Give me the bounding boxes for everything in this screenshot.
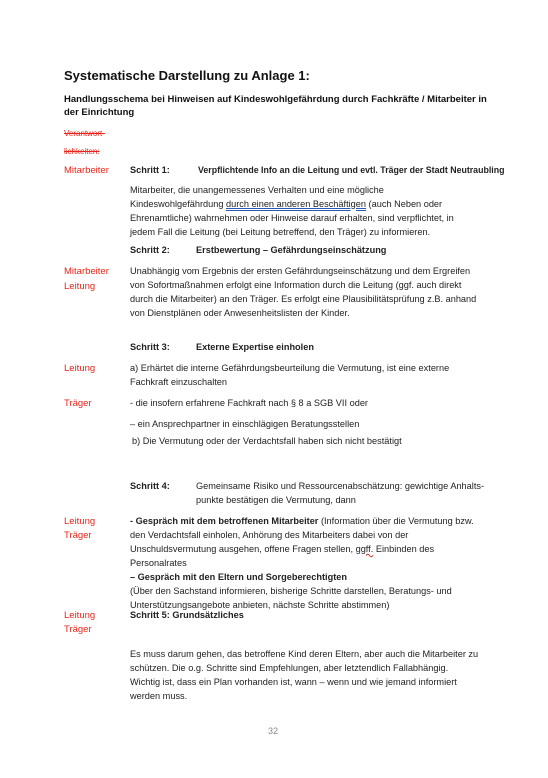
marked-text: durch einen anderen Beschäftigen bbox=[226, 199, 366, 209]
step-3-label: Schritt 3: bbox=[130, 342, 170, 352]
text-line: durch die Mitarbeiter) an den Träger. Es erfolgt eine Plausibilitätsprüfung z.B. anhand bbox=[130, 294, 477, 304]
text-line: von Dienstplänen oder Anwesenheitslisten der Kinder. bbox=[130, 308, 350, 318]
text-span: (Information über die Vermutung bzw. bbox=[318, 516, 474, 526]
text-line: den Verdachtsfall einholen, Anhörung des Mitarbeiters dabei von der bbox=[130, 530, 409, 540]
text-line: – Gespräch mit den Eltern und Sorgeberechtigten bbox=[130, 572, 347, 582]
marked-text: ggff. bbox=[355, 544, 374, 554]
text-line: jedem Fall die Leitung (bei Leitung betreffend, den Träger) zu informieren. bbox=[130, 227, 431, 237]
text-line: (Über den Sachstand informieren, bisherige Schritte darstellen, Beratungs- und bbox=[130, 586, 452, 596]
role-label: Leitung bbox=[64, 281, 96, 292]
step-3-heading: Externe Expertise einholen bbox=[196, 342, 314, 352]
text-line: a) Erhärtet die interne Gefährdungsbeurteilung die Vermutung, ist eine externe bbox=[130, 363, 450, 373]
step-4-body bbox=[130, 514, 490, 612]
role-label: Mitarbeiter bbox=[64, 266, 109, 277]
role-label: Leitung bbox=[64, 610, 96, 621]
text-span: Kindeswohlgefährdung bbox=[130, 199, 227, 209]
struck-label-1: Verantwort- bbox=[64, 129, 105, 138]
step-2-label: Schritt 2: bbox=[130, 245, 170, 255]
step-2-body bbox=[130, 264, 490, 320]
text-line bbox=[130, 542, 490, 556]
step-4-label: Schritt 4: bbox=[130, 481, 170, 491]
text-span: (auch Neben oder bbox=[366, 199, 443, 209]
text-line: Unabhängig vom Ergebnis der ersten Gefährdungseinschätzung und dem Ergreifen bbox=[130, 266, 471, 276]
text-line bbox=[130, 197, 490, 211]
text-line: punkte bestätigen die Vermutung, dann bbox=[196, 495, 356, 505]
role-label: Mitarbeiter bbox=[64, 165, 109, 176]
text-line: Ehrenamtliche) wahrnehmen oder Hinweise darauf erhalten, sind verpflichtet, in bbox=[130, 213, 454, 223]
step-1-heading: Verpflichtende Info an die Leitung und evtl. Träger der Stadt Neutraubling bbox=[198, 165, 505, 175]
struck-label-2: lichkeiten: bbox=[64, 147, 100, 156]
text-span: - Gespräch mit dem betroffenen Mitarbeiter bbox=[130, 516, 319, 526]
text-line: werden muss. bbox=[130, 691, 188, 701]
text-line: Es muss darum gehen, das betroffene Kind deren Eltern, aber auch die Mitarbeiter zu bbox=[130, 649, 479, 659]
step-3-option-2: – ein Ansprechpartner in einschlägigen Beratungsstellen bbox=[130, 419, 360, 429]
text-span: Unschuldsvermutung ausgehen, offene Fragen stellen, bbox=[130, 544, 356, 554]
page-number: 32 bbox=[268, 726, 279, 736]
role-label: Träger bbox=[64, 624, 92, 635]
text-line bbox=[130, 514, 490, 528]
page-title: Systematische Darstellung zu Anlage 1: bbox=[64, 68, 310, 83]
page-subtitle: Handlungsschema bei Hinweisen auf Kindeswohlgefährdung durch Fachkräfte / Mitarbeiter in der Einrichtung bbox=[64, 94, 487, 118]
role-label: Träger bbox=[64, 530, 92, 541]
step-4-heading bbox=[196, 479, 496, 507]
text-line: Mitarbeiter, die unangemessenes Verhalten und eine mögliche bbox=[130, 185, 384, 195]
text-line: Fachkraft einzuschalten bbox=[130, 377, 228, 387]
text-line: Unterstützungsangebote anbieten, nächste Schritte abstimmen) bbox=[130, 600, 390, 610]
role-label: Leitung bbox=[64, 516, 96, 527]
step-2-heading: Erstbewertung – Gefährdungseinschätzung bbox=[196, 245, 387, 255]
step-5-heading: Schritt 5: Grundsätzliches bbox=[130, 610, 244, 620]
step-3-b: b) Die Vermutung oder der Verdachtsfall haben sich nicht bestätigt bbox=[132, 436, 402, 446]
step-1-label: Schritt 1: bbox=[130, 165, 170, 175]
role-label: Leitung bbox=[64, 363, 96, 374]
step-5-body bbox=[130, 647, 500, 703]
text-line: von Sofortmaßnahmen erfolgt eine Information durch die Leitung (ggf. auch direkt bbox=[130, 280, 462, 290]
step-3-option-1: - die insofern erfahrene Fachkraft nach § 8 a SGB VII oder bbox=[130, 398, 368, 408]
step-3-a bbox=[130, 361, 490, 389]
text-line: schützen. Die o.g. Schritte sind Empfehlungen, aber letztendlich Fallabhängig. bbox=[130, 663, 449, 673]
role-label: Träger bbox=[64, 398, 92, 409]
text-span: Einbinden des bbox=[373, 544, 435, 554]
text-line: Wichtig ist, dass ein Plan vorhanden ist, wann – wenn und wie jemand informiert bbox=[130, 677, 457, 687]
text-line: Gemeinsame Risiko und Ressourcenabschätzung: gewichtige Anhalts- bbox=[196, 481, 485, 491]
text-line: Personalrates bbox=[130, 558, 187, 568]
step-1-body bbox=[130, 183, 490, 239]
